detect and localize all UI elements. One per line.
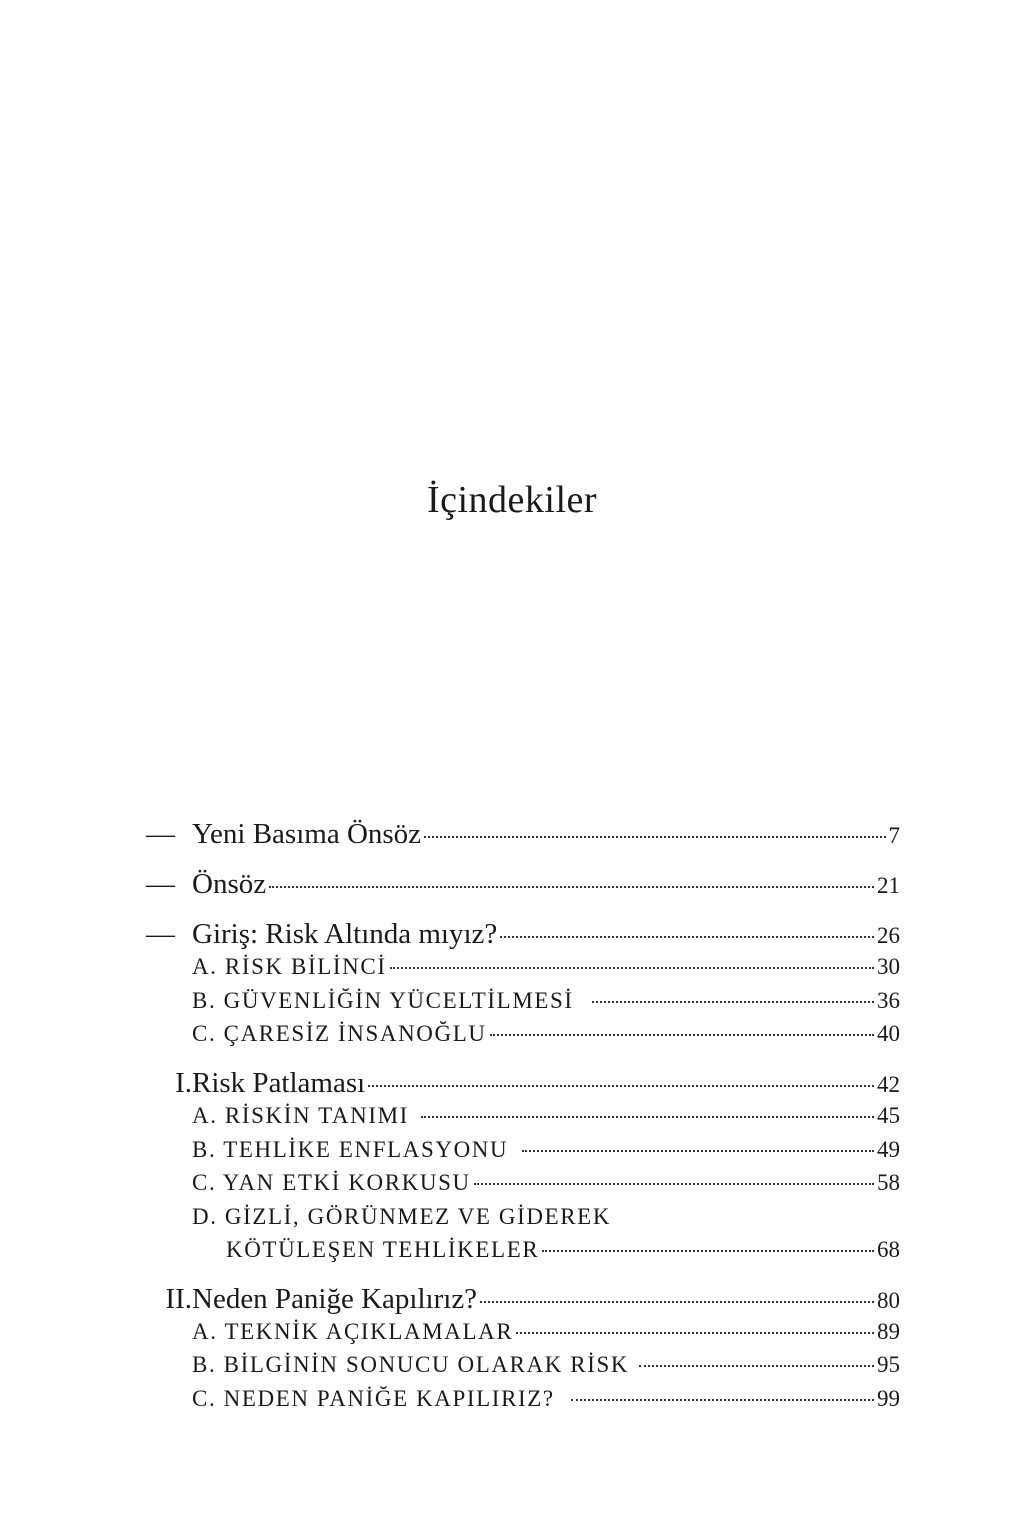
toc-entry-label: B. GÜVENLİĞİN YÜCELTİLMESİ: [192, 988, 574, 1013]
toc-page-number: 99: [877, 1386, 900, 1411]
toc-entry-yan-etki-korkusu[interactable]: [140, 1170, 900, 1204]
toc-entry-label: A. RİSK BİLİNCİ: [192, 954, 387, 979]
toc-entry-bilginin-sonucu[interactable]: [140, 1352, 900, 1386]
toc-entry-label: A. RİSKİN TANIMI: [192, 1103, 409, 1128]
toc-entry-risk-bilinci[interactable]: [140, 954, 900, 988]
toc-page-number: 45: [877, 1103, 900, 1128]
toc-page-number: 68: [877, 1237, 900, 1262]
dot-leader: [542, 1250, 874, 1252]
toc-entry-neden-panige-kapiliriz[interactable]: [140, 1386, 900, 1420]
toc-entry-kotulesen-tehlikeler[interactable]: [140, 1237, 900, 1271]
toc-page-number: 80: [877, 1288, 900, 1313]
toc-entry-label: Neden Paniğe Kapılırız?: [192, 1283, 478, 1315]
toc-chapter-numeral: II.: [165, 1283, 192, 1315]
dot-leader: [592, 1001, 874, 1003]
toc-entry-label: B. BİLGİNİN SONUCU OLARAK RİSK: [192, 1352, 630, 1377]
dot-leader: [424, 836, 885, 838]
toc-entry-label: Yeni Basıma Önsöz: [192, 818, 422, 850]
dot-leader: [421, 1116, 874, 1118]
toc-dash-marker: —: [146, 818, 175, 850]
toc-page-number: 95: [877, 1352, 900, 1377]
toc-entry-label: Önsöz: [192, 868, 267, 900]
toc-entry-teknik-aciklamalar[interactable]: [140, 1319, 900, 1353]
toc-entry-label: KÖTÜLEŞEN TEHLİKELER: [226, 1237, 540, 1262]
dot-leader: [522, 1150, 874, 1152]
toc-page-number: 40: [877, 1021, 900, 1046]
toc-page-number: 89: [877, 1319, 900, 1344]
toc-page-number: 58: [877, 1170, 900, 1195]
toc-page-number: 30: [877, 954, 900, 979]
toc-entry-label: C. ÇARESİZ İNSANOĞLU: [192, 1021, 487, 1046]
toc-entry-label: C. YAN ETKİ KORKUSU: [192, 1170, 471, 1195]
dot-leader: [516, 1332, 874, 1334]
toc-page-number: 49: [877, 1137, 900, 1162]
toc-entry-riskin-tanimi[interactable]: [140, 1103, 900, 1137]
toc-dash-marker: —: [146, 868, 175, 900]
toc-entry-caresiz-insanoglu[interactable]: [140, 1021, 900, 1055]
toc-page-number: 7: [888, 823, 900, 848]
toc-entry-label: Giriş: Risk Altında mıyız?: [192, 918, 498, 950]
toc-entry-label: B. TEHLİKE ENFLASYONU: [192, 1137, 509, 1162]
toc-entry-neden-panige[interactable]: [140, 1283, 900, 1317]
dot-leader: [474, 1183, 874, 1185]
toc-page-number: 26: [877, 923, 900, 948]
toc-entry-giris[interactable]: [140, 918, 900, 952]
toc-entry-label: C. NEDEN PANİĞE KAPILIRIZ?: [192, 1386, 555, 1411]
toc-page-number: 42: [877, 1072, 900, 1097]
toc-entry-label: D. GİZLİ, GÖRÜNMEZ VE GİDEREK: [192, 1204, 612, 1229]
dot-leader: [368, 1085, 874, 1087]
toc-entry-label: Risk Patlaması: [192, 1067, 366, 1099]
toc-page-number: 36: [877, 988, 900, 1013]
dot-leader: [269, 886, 874, 888]
dot-leader: [480, 1301, 874, 1303]
toc-dash-marker: —: [146, 918, 175, 950]
toc-entry-guvenligin-yuceltilmesi[interactable]: [140, 988, 900, 1022]
toc-page-number: 21: [877, 873, 900, 898]
page-title: İçindekiler: [426, 479, 598, 521]
dot-leader: [390, 967, 874, 969]
toc-entry-tehlike-enflasyonu[interactable]: [140, 1137, 900, 1171]
toc-entry-risk-patlamasi[interactable]: [140, 1067, 900, 1101]
dot-leader: [571, 1399, 874, 1401]
toc-entry-onsoz[interactable]: [140, 868, 900, 902]
dot-leader: [500, 936, 874, 938]
toc-entry-gizli-gorunmez[interactable]: [140, 1204, 900, 1238]
dot-leader: [639, 1365, 874, 1367]
toc-entry-yeni-basima-onsoz[interactable]: [140, 818, 900, 852]
toc-entry-label: A. TEKNİK AÇIKLAMALAR: [192, 1319, 514, 1344]
dot-leader: [490, 1034, 874, 1036]
toc-chapter-numeral: I.: [175, 1067, 192, 1099]
